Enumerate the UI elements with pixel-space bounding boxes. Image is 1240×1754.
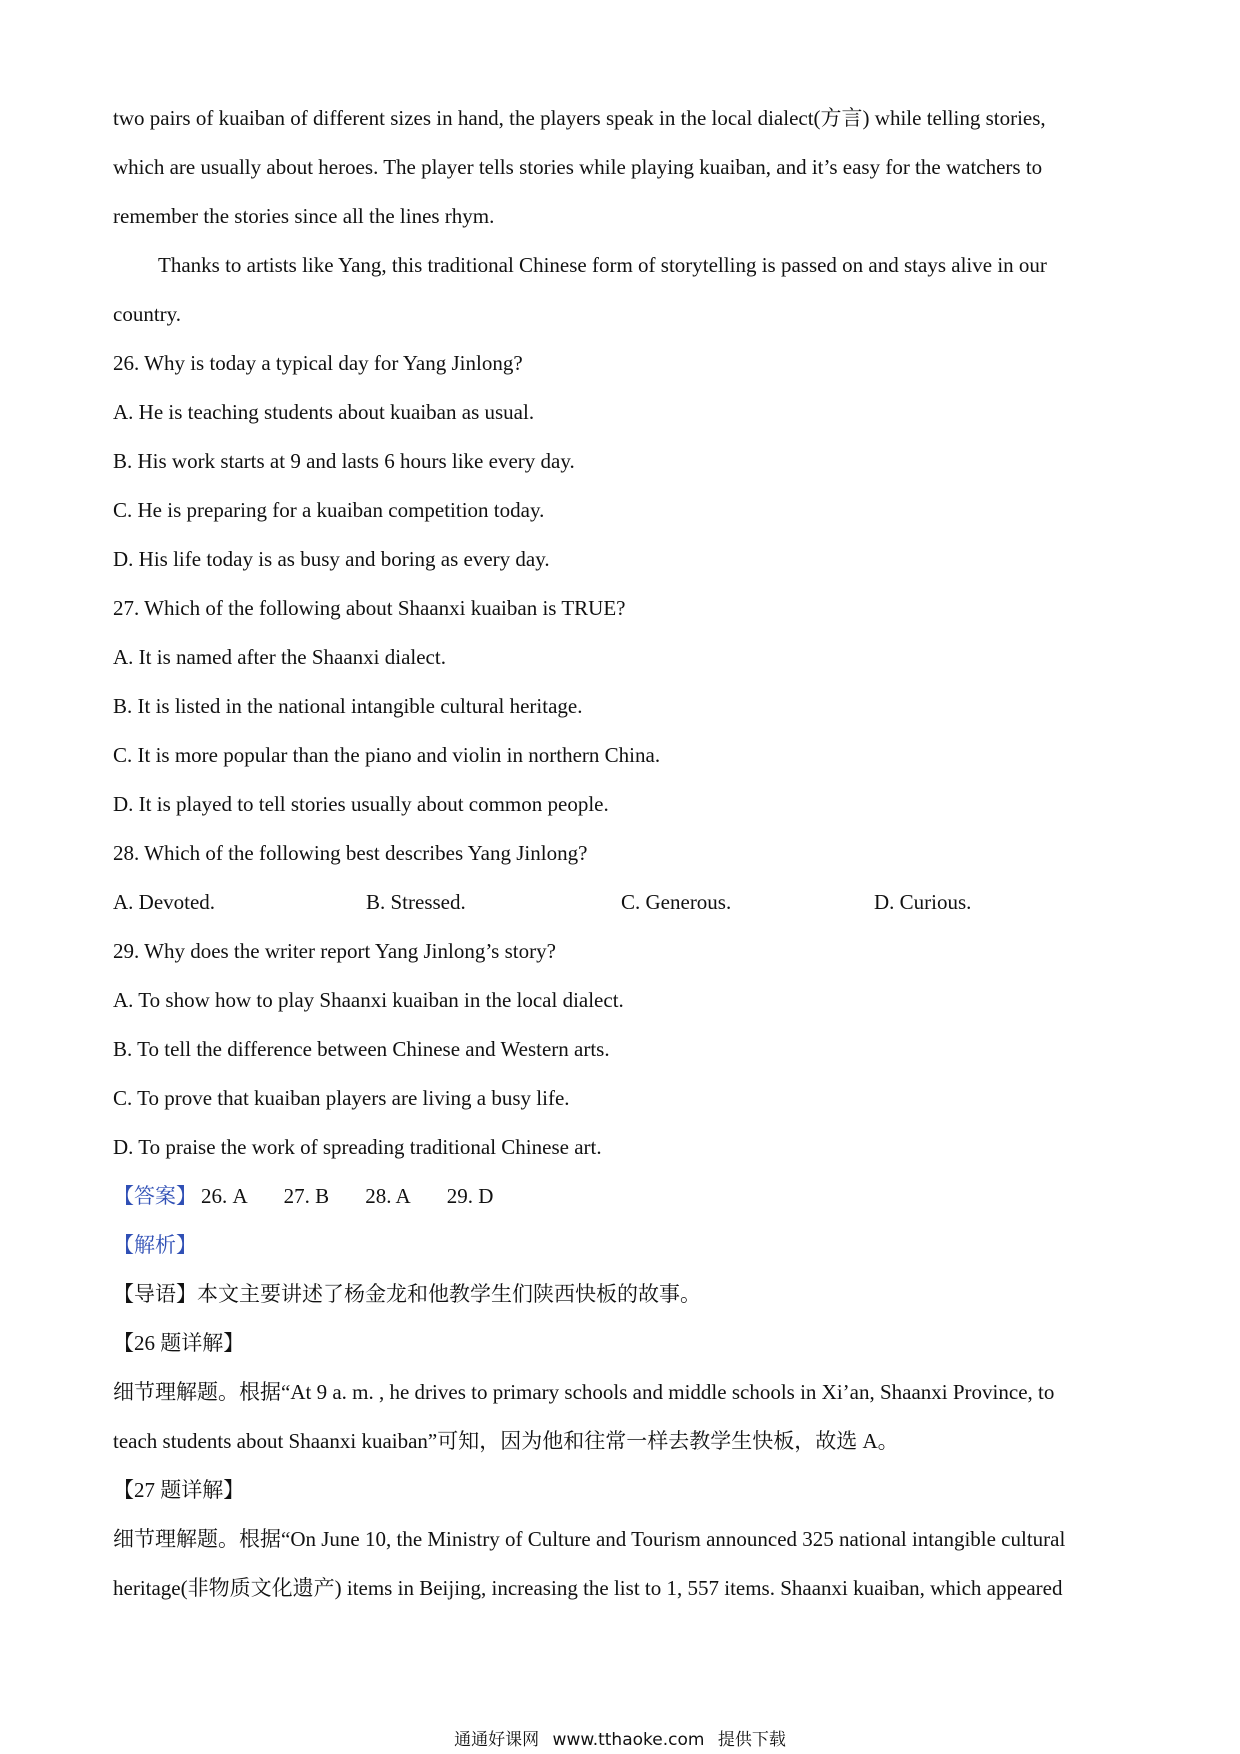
question-stem: 27. Which of the following about Shaanxi kuaiban is TRUE?: [113, 596, 626, 620]
question-option: D. His life today is as busy and boring as every day.: [113, 547, 550, 571]
footer-site-name: 通通好课网: [454, 1730, 540, 1750]
passage-line: remember the stories since all the lines rhym.: [113, 204, 495, 228]
q26-heading: 【26 题详解】: [113, 1331, 245, 1355]
q27-explanation: 细节理解题。根据“On June 10, the Ministry of Culture and Tourism announced 325 national intangible cultural: [113, 1527, 1066, 1551]
question-option: D. Curious.: [874, 890, 972, 914]
q26-explanation: 细节理解题。根据“At 9 a. m. , he drives to primary schools and middle schools in Xi’an, Shaanxi Province, to: [113, 1380, 1055, 1404]
question-option: B. His work starts at 9 and lasts 6 hours like every day.: [113, 449, 575, 473]
answer-item: 27. B: [283, 1184, 330, 1208]
question-option: C. It is more popular than the piano and violin in northern China.: [113, 743, 661, 767]
question-option: C. Generous.: [621, 890, 732, 914]
answer-item: 29. D: [446, 1184, 494, 1208]
q27-heading: 【27 题详解】: [113, 1478, 245, 1502]
q27-explanation: heritage(非物质文化遗产) items in Beijing, increasing the list to 1, 557 items. Shaanxi kuaiban, which appeared: [113, 1576, 1063, 1600]
question-stem: 28. Which of the following best describes Yang Jinlong?: [113, 841, 588, 865]
page-footer: [0, 1729, 1240, 1751]
q26-explanation: teach students about Shaanxi kuaiban”可知，因为他和往常一样去教学生快板，故选 A。: [113, 1429, 899, 1453]
passage-line: which are usually about heroes. The player tells stories while playing kuaiban, and it’s easy for the watchers to: [113, 155, 1043, 179]
question-stem: 26. Why is today a typical day for Yang Jinlong?: [113, 351, 523, 375]
footer-note: 提供下载: [717, 1730, 786, 1750]
passage-line: two pairs of kuaiban of different sizes in hand, the players speak in the local dialect(方言) while telling stories,: [113, 106, 1046, 130]
question-option: A. Devoted.: [113, 890, 216, 914]
question-option: A. He is teaching students about kuaiban as usual.: [113, 400, 535, 424]
passage-line: country.: [113, 302, 182, 326]
question-option: B. To tell the difference between Chinese and Western arts.: [113, 1037, 610, 1061]
answer-item: 26. A: [201, 1184, 248, 1208]
question-option: D. To praise the work of spreading traditional Chinese art.: [113, 1135, 602, 1159]
footer-url[interactable]: www.tthaoke.com: [552, 1730, 705, 1750]
passage-line: Thanks to artists like Yang, this traditional Chinese form of storytelling is passed on and stays alive in our: [158, 253, 1047, 277]
question-option: B. Stressed.: [366, 890, 466, 914]
question-option: C. To prove that kuaiban players are living a busy life.: [113, 1086, 570, 1110]
question-option: A. To show how to play Shaanxi kuaiban in the local dialect.: [113, 988, 624, 1012]
analysis-label: 【解析】: [113, 1233, 197, 1257]
answer-item: 28. A: [365, 1184, 411, 1208]
question-option: B. It is listed in the national intangible cultural heritage.: [113, 694, 583, 718]
analysis-intro: 【导语】本文主要讲述了杨金龙和他教学生们陕西快板的故事。: [113, 1282, 701, 1306]
question-option: A. It is named after the Shaanxi dialect.: [113, 645, 446, 669]
question-option: C. He is preparing for a kuaiban competition today.: [113, 498, 545, 522]
question-option: D. It is played to tell stories usually about common people.: [113, 792, 609, 816]
question-stem: 29. Why does the writer report Yang Jinlong’s story?: [113, 939, 556, 963]
answer-label: 【答案】: [113, 1184, 197, 1208]
answer-row: [113, 1181, 493, 1211]
